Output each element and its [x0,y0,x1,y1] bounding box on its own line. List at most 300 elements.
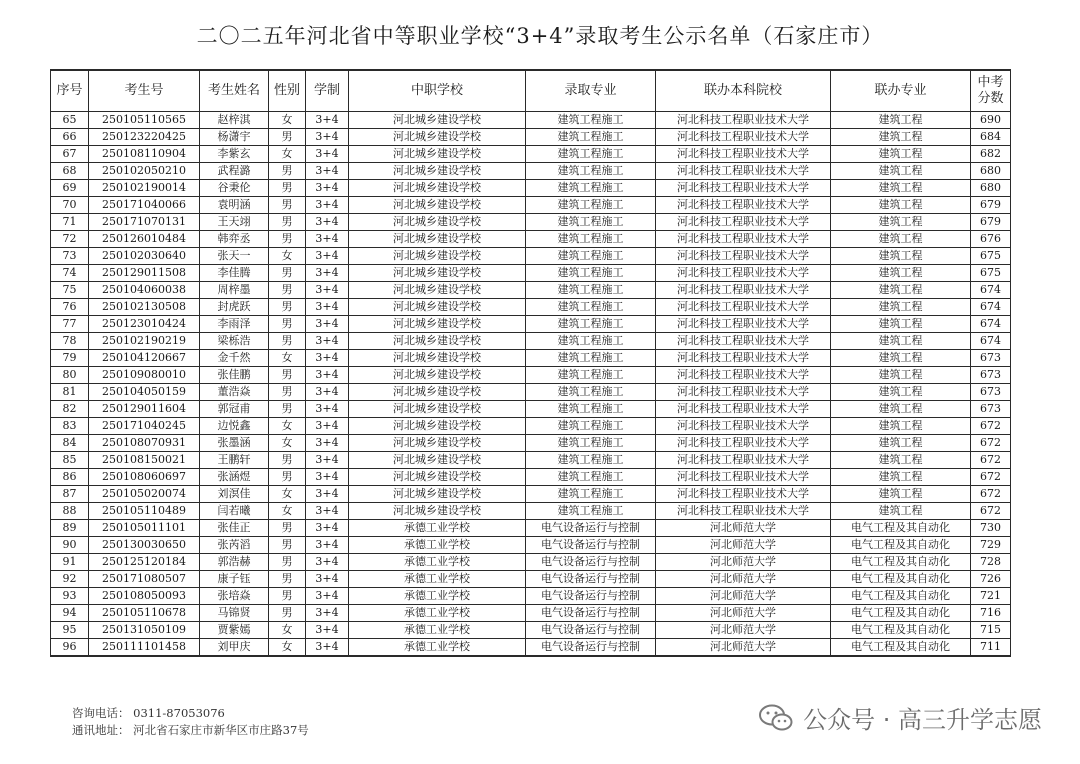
table-cell: 电气工程及其自动化 [831,554,971,571]
table-cell: 250104120667 [89,350,200,367]
table-cell: 张涵煜 [200,469,269,486]
table-cell: 81 [51,384,89,401]
table-cell: 河北城乡建设学校 [349,384,526,401]
table-cell: 张芮滔 [200,537,269,554]
table-cell: 男 [269,605,306,622]
table-cell: 电气设备运行与控制 [526,520,656,537]
table-cell: 675 [971,248,1011,265]
table-cell: 建筑工程施工 [526,129,656,146]
table-cell: 建筑工程施工 [526,265,656,282]
table-row [51,214,1011,231]
watermark-text: 公众号 · 高三升学志愿 [803,706,1042,734]
table-cell: 3+4 [306,554,349,571]
table-cell: 郭冠甫 [200,401,269,418]
table-cell: 建筑工程施工 [526,469,656,486]
table-row [51,350,1011,367]
table-cell: 男 [269,537,306,554]
table-cell: 建筑工程施工 [526,384,656,401]
table-cell: 男 [269,401,306,418]
table-cell: 250105110489 [89,503,200,520]
table-cell: 680 [971,180,1011,197]
table-cell: 3+4 [306,520,349,537]
table-cell: 女 [269,350,306,367]
table-row [51,639,1011,657]
table-cell: 建筑工程 [831,248,971,265]
contact-address: 通讯地址： 河北省石家庄市新华区市庄路37号 [72,723,309,737]
table-cell: 李佳腾 [200,265,269,282]
table-cell: 674 [971,316,1011,333]
table-cell: 建筑工程施工 [526,452,656,469]
table-cell: 承德工业学校 [349,520,526,537]
table-cell: 建筑工程 [831,163,971,180]
table-cell: 3+4 [306,112,349,129]
table-cell: 92 [51,571,89,588]
table-cell: 承德工业学校 [349,605,526,622]
table-cell: 250108110904 [89,146,200,163]
table-cell: 建筑工程 [831,418,971,435]
table-cell: 电气设备运行与控制 [526,571,656,588]
table-cell: 250129011508 [89,265,200,282]
table-cell: 73 [51,248,89,265]
table-cell: 郭浩赫 [200,554,269,571]
table-cell: 674 [971,333,1011,350]
table-cell: 河北城乡建设学校 [349,418,526,435]
table-cell: 730 [971,520,1011,537]
table-row [51,129,1011,146]
table-cell: 建筑工程施工 [526,231,656,248]
table-cell: 男 [269,452,306,469]
table-cell: 82 [51,401,89,418]
table-cell: 电气工程及其自动化 [831,588,971,605]
table-cell: 250111101458 [89,639,200,657]
table-cell: 250171070131 [89,214,200,231]
table-cell: 74 [51,265,89,282]
table-cell: 3+4 [306,605,349,622]
admission-table [50,69,1011,657]
table-cell: 建筑工程施工 [526,503,656,520]
table-cell: 建筑工程 [831,197,971,214]
table-cell: 河北城乡建设学校 [349,435,526,452]
table-cell: 95 [51,622,89,639]
table-cell: 建筑工程施工 [526,401,656,418]
table-row [51,486,1011,503]
table-cell: 3+4 [306,401,349,418]
table-cell: 闫若曦 [200,503,269,520]
table-cell: 3+4 [306,537,349,554]
table-row [51,197,1011,214]
table-cell: 3+4 [306,639,349,657]
table-cell: 3+4 [306,333,349,350]
page-title: 二〇二五年河北省中等职业学校“3+4”录取考生公示名单（石家庄市） [196,24,884,48]
table-cell: 电气设备运行与控制 [526,537,656,554]
table-cell: 673 [971,367,1011,384]
table-cell: 韩弈丞 [200,231,269,248]
table-cell: 679 [971,197,1011,214]
table-cell: 男 [269,554,306,571]
table-cell: 250109080010 [89,367,200,384]
table-cell: 3+4 [306,180,349,197]
table-row [51,435,1011,452]
table-cell: 3+4 [306,129,349,146]
table-cell: 河北科技工程职业技术大学 [656,452,831,469]
table-row [51,384,1011,401]
table-cell: 建筑工程 [831,231,971,248]
table-cell: 建筑工程 [831,452,971,469]
table-row [51,605,1011,622]
table-cell: 男 [269,163,306,180]
table-cell: 河北城乡建设学校 [349,197,526,214]
table-row [51,537,1011,554]
table-cell: 77 [51,316,89,333]
table-cell: 672 [971,469,1011,486]
table-row [51,333,1011,350]
table-cell: 684 [971,129,1011,146]
table-cell: 728 [971,554,1011,571]
table-cell: 250130030650 [89,537,200,554]
table-cell: 男 [269,571,306,588]
table-cell: 女 [269,248,306,265]
table-cell: 3+4 [306,418,349,435]
table-cell: 男 [269,282,306,299]
table-cell: 男 [269,520,306,537]
table-cell: 建筑工程施工 [526,486,656,503]
table-cell: 89 [51,520,89,537]
table-row [51,231,1011,248]
table-cell: 建筑工程 [831,146,971,163]
table-row [51,571,1011,588]
table-cell: 河北城乡建设学校 [349,180,526,197]
table-cell: 721 [971,588,1011,605]
table-row [51,418,1011,435]
table-cell: 河北科技工程职业技术大学 [656,146,831,163]
table-cell: 河北科技工程职业技术大学 [656,435,831,452]
table-row [51,248,1011,265]
table-cell: 女 [269,486,306,503]
table-cell: 72 [51,231,89,248]
table-cell: 河北科技工程职业技术大学 [656,231,831,248]
table-cell: 女 [269,418,306,435]
table-cell: 69 [51,180,89,197]
table-cell: 电气设备运行与控制 [526,554,656,571]
table-cell: 河北科技工程职业技术大学 [656,299,831,316]
table-cell: 河北师范大学 [656,554,831,571]
table-cell: 河北师范大学 [656,571,831,588]
table-cell: 电气工程及其自动化 [831,622,971,639]
table-cell: 3+4 [306,299,349,316]
table-row [51,503,1011,520]
table-cell: 王天翊 [200,214,269,231]
table-row [51,180,1011,197]
table-cell: 河北科技工程职业技术大学 [656,282,831,299]
wechat-icon [759,704,793,732]
table-cell: 建筑工程施工 [526,248,656,265]
table-cell: 80 [51,367,89,384]
table-body [51,112,1011,657]
table-cell: 250108050093 [89,588,200,605]
table-cell: 董浩焱 [200,384,269,401]
table-cell: 河北城乡建设学校 [349,469,526,486]
table-cell: 673 [971,384,1011,401]
table-cell: 679 [971,214,1011,231]
table-cell: 周梓墨 [200,282,269,299]
table-row [51,401,1011,418]
table-cell: 河北城乡建设学校 [349,248,526,265]
table-cell: 3+4 [306,146,349,163]
table-cell: 3+4 [306,486,349,503]
table-cell: 电气工程及其自动化 [831,537,971,554]
table-cell: 建筑工程 [831,316,971,333]
table-cell: 电气设备运行与控制 [526,639,656,657]
table-cell: 男 [269,367,306,384]
table-cell: 674 [971,299,1011,316]
table-cell: 3+4 [306,163,349,180]
table-cell: 河北科技工程职业技术大学 [656,350,831,367]
table-cell: 716 [971,605,1011,622]
table-cell: 67 [51,146,89,163]
table-cell: 建筑工程 [831,350,971,367]
table-cell: 河北城乡建设学校 [349,299,526,316]
table-cell: 729 [971,537,1011,554]
table-cell: 建筑工程 [831,401,971,418]
table-cell: 91 [51,554,89,571]
table-cell: 河北城乡建设学校 [349,316,526,333]
table-cell: 建筑工程 [831,299,971,316]
table-cell: 承德工业学校 [349,588,526,605]
table-cell: 男 [269,129,306,146]
table-cell: 85 [51,452,89,469]
table-cell: 边悦鑫 [200,418,269,435]
table-cell: 男 [269,214,306,231]
table-row [51,367,1011,384]
table-cell: 河北城乡建设学校 [349,146,526,163]
table-cell: 250105110565 [89,112,200,129]
table-cell: 建筑工程 [831,503,971,520]
table-cell: 河北城乡建设学校 [349,129,526,146]
table-cell: 建筑工程 [831,333,971,350]
table-cell: 河北师范大学 [656,520,831,537]
table-cell: 715 [971,622,1011,639]
table-cell: 3+4 [306,435,349,452]
column-header: 序号 [51,70,89,112]
table-cell: 武程潞 [200,163,269,180]
table-cell: 河北科技工程职业技术大学 [656,129,831,146]
table-cell: 袁明涵 [200,197,269,214]
table-cell: 承德工业学校 [349,571,526,588]
table-cell: 河北科技工程职业技术大学 [656,316,831,333]
table-cell: 250104060038 [89,282,200,299]
table-row [51,520,1011,537]
table-cell: 250102030640 [89,248,200,265]
table-cell: 刘溟佳 [200,486,269,503]
table-cell: 女 [269,639,306,657]
table-cell: 86 [51,469,89,486]
table-cell: 河北科技工程职业技术大学 [656,503,831,520]
table-cell: 76 [51,299,89,316]
table-cell: 电气设备运行与控制 [526,605,656,622]
table-cell: 电气工程及其自动化 [831,520,971,537]
table-cell: 建筑工程施工 [526,197,656,214]
table-cell: 男 [269,265,306,282]
table-cell: 87 [51,486,89,503]
table-cell: 河北师范大学 [656,639,831,657]
table-cell: 电气设备运行与控制 [526,588,656,605]
table-cell: 3+4 [306,248,349,265]
table-cell: 250123220425 [89,129,200,146]
table-cell: 75 [51,282,89,299]
table-cell: 河北城乡建设学校 [349,112,526,129]
table-cell: 承德工业学校 [349,554,526,571]
table-cell: 建筑工程 [831,180,971,197]
table-cell: 250102130508 [89,299,200,316]
table-cell: 93 [51,588,89,605]
table-cell: 79 [51,350,89,367]
table-cell: 建筑工程施工 [526,350,656,367]
table-cell: 李雨泽 [200,316,269,333]
table-cell: 711 [971,639,1011,657]
table-cell: 90 [51,537,89,554]
watermark [759,700,1042,735]
table-cell: 河北城乡建设学校 [349,503,526,520]
table-cell: 金千然 [200,350,269,367]
table-cell: 83 [51,418,89,435]
table-cell: 男 [269,197,306,214]
table-cell: 3+4 [306,265,349,282]
table-cell: 建筑工程施工 [526,180,656,197]
table-cell: 250171080507 [89,571,200,588]
table-cell: 女 [269,146,306,163]
table-row [51,316,1011,333]
column-header: 录取专业 [526,70,656,112]
table-cell: 梁栎浩 [200,333,269,350]
table-cell: 3+4 [306,214,349,231]
table-cell: 张墨涵 [200,435,269,452]
table-cell: 男 [269,333,306,350]
table-cell: 68 [51,163,89,180]
table-cell: 672 [971,435,1011,452]
table-cell: 建筑工程施工 [526,299,656,316]
table-cell: 女 [269,435,306,452]
table-cell: 河北城乡建设学校 [349,282,526,299]
table-cell: 250108150021 [89,452,200,469]
table-cell: 河北城乡建设学校 [349,367,526,384]
table-cell: 建筑工程 [831,129,971,146]
table-cell: 84 [51,435,89,452]
table-cell: 672 [971,418,1011,435]
table-row [51,554,1011,571]
table-cell: 675 [971,265,1011,282]
table-cell: 建筑工程施工 [526,333,656,350]
table-cell: 河北城乡建设学校 [349,163,526,180]
table-cell: 河北科技工程职业技术大学 [656,163,831,180]
table-cell: 726 [971,571,1011,588]
table-row [51,282,1011,299]
contact-info [72,705,309,739]
table-cell: 3+4 [306,197,349,214]
table-cell: 张佳鹏 [200,367,269,384]
table-cell: 78 [51,333,89,350]
table-row [51,588,1011,605]
table-row [51,265,1011,282]
table-cell: 3+4 [306,503,349,520]
table-cell: 672 [971,452,1011,469]
column-header: 联办本科院校 [656,70,831,112]
column-header: 考生姓名 [200,70,269,112]
table-header-row [51,70,1011,112]
table-cell: 673 [971,401,1011,418]
table-cell: 250108070931 [89,435,200,452]
table-row [51,146,1011,163]
table-cell: 3+4 [306,469,349,486]
table-cell: 3+4 [306,367,349,384]
table-cell: 男 [269,384,306,401]
table-cell: 河北城乡建设学校 [349,214,526,231]
table-cell: 男 [269,180,306,197]
table-cell: 建筑工程施工 [526,367,656,384]
table-cell: 3+4 [306,571,349,588]
table-cell: 建筑工程 [831,282,971,299]
table-cell: 94 [51,605,89,622]
table-cell: 河北城乡建设学校 [349,265,526,282]
table-cell: 河北师范大学 [656,537,831,554]
table-cell: 3+4 [306,350,349,367]
table-row [51,469,1011,486]
table-cell: 承德工业学校 [349,537,526,554]
table-cell: 河北科技工程职业技术大学 [656,180,831,197]
table-cell: 封虎跃 [200,299,269,316]
table-cell: 672 [971,486,1011,503]
table-cell: 建筑工程施工 [526,163,656,180]
column-header: 中考 分数 [971,70,1011,112]
table-cell: 男 [269,588,306,605]
table-cell: 250102190014 [89,180,200,197]
table-cell: 682 [971,146,1011,163]
table-cell: 88 [51,503,89,520]
table-cell: 河北城乡建设学校 [349,231,526,248]
table-cell: 河北科技工程职业技术大学 [656,265,831,282]
table-cell: 张培焱 [200,588,269,605]
table-cell: 河北城乡建设学校 [349,486,526,503]
table-cell: 张天一 [200,248,269,265]
table-cell: 河北科技工程职业技术大学 [656,112,831,129]
table-cell: 250126010484 [89,231,200,248]
table-cell: 250102190219 [89,333,200,350]
table-cell: 男 [269,231,306,248]
table-cell: 河北师范大学 [656,605,831,622]
table-cell: 河北科技工程职业技术大学 [656,418,831,435]
table-cell: 河北科技工程职业技术大学 [656,401,831,418]
table-cell: 河北科技工程职业技术大学 [656,214,831,231]
table-cell: 建筑工程 [831,367,971,384]
table-cell: 李紫玄 [200,146,269,163]
table-cell: 承德工业学校 [349,622,526,639]
table-cell: 建筑工程 [831,214,971,231]
table-cell: 3+4 [306,282,349,299]
table-row [51,163,1011,180]
table-cell: 河北科技工程职业技术大学 [656,248,831,265]
table-cell: 贾紫嫣 [200,622,269,639]
table-cell: 建筑工程施工 [526,282,656,299]
column-header: 性别 [269,70,306,112]
table-row [51,112,1011,129]
table-cell: 250108060697 [89,469,200,486]
column-header: 学制 [306,70,349,112]
table-cell: 3+4 [306,316,349,333]
table-cell: 96 [51,639,89,657]
table-cell: 250105020074 [89,486,200,503]
table-cell: 谷秉伦 [200,180,269,197]
table-cell: 张佳正 [200,520,269,537]
table-cell: 建筑工程施工 [526,146,656,163]
